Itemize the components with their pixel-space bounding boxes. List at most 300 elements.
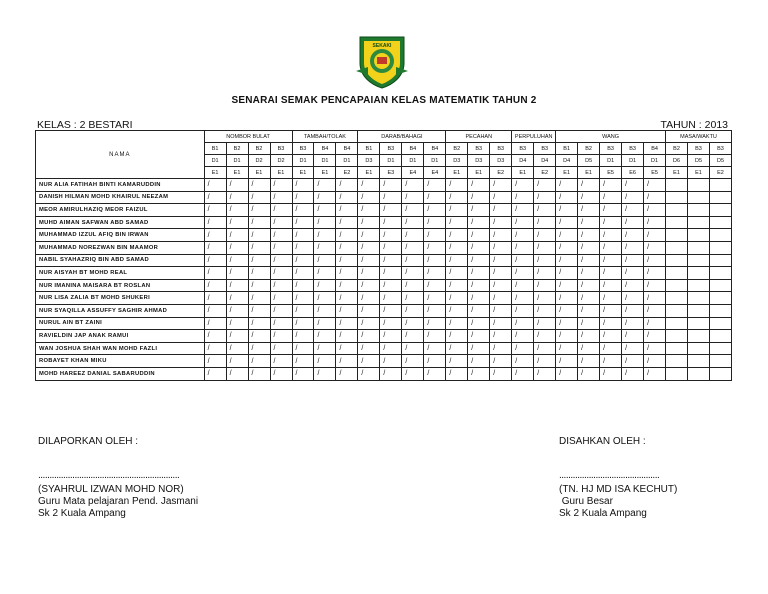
check-cell: /	[512, 279, 534, 292]
check-cell: /	[556, 191, 578, 204]
check-cell: /	[292, 241, 314, 254]
code-cell: E1	[468, 167, 490, 179]
check-cell: /	[468, 216, 490, 229]
check-cell: /	[490, 241, 512, 254]
check-cell: /	[490, 267, 512, 280]
group-header-row	[36, 131, 732, 143]
check-cell: /	[622, 179, 644, 192]
check-cell	[688, 342, 710, 355]
check-cell: /	[402, 216, 424, 229]
check-cell: /	[336, 367, 358, 380]
code-cell: E1	[578, 167, 600, 179]
skill-group-header: TAMBAH/TOLAK	[292, 131, 358, 143]
skill-group-header: PERPULUHAN	[512, 131, 556, 143]
check-cell: /	[270, 330, 292, 343]
code-cell: B3	[292, 143, 314, 155]
check-cell: /	[358, 367, 380, 380]
check-cell: /	[380, 267, 402, 280]
code-cell: D1	[292, 155, 314, 167]
check-cell: /	[644, 355, 666, 368]
check-cell: /	[380, 367, 402, 380]
check-cell: /	[336, 216, 358, 229]
check-cell: /	[314, 367, 336, 380]
check-cell: /	[424, 216, 446, 229]
skill-group-header: NOMBOR BULAT	[204, 131, 292, 143]
check-cell: /	[248, 279, 270, 292]
check-cell: /	[314, 179, 336, 192]
check-cell: /	[204, 304, 226, 317]
check-cell: /	[424, 279, 446, 292]
code-cell: E2	[709, 167, 731, 179]
check-cell: /	[292, 342, 314, 355]
check-cell: /	[402, 179, 424, 192]
check-cell: /	[402, 279, 424, 292]
check-cell: /	[336, 204, 358, 217]
skill-group-header: MASA/WAKTU	[666, 131, 732, 143]
check-cell: /	[556, 204, 578, 217]
check-cell: /	[380, 254, 402, 267]
check-cell: /	[380, 229, 402, 242]
code-cell: B3	[688, 143, 710, 155]
check-cell: /	[336, 229, 358, 242]
reported-by-signature-line: ..............................................................	[38, 470, 180, 481]
check-cell: /	[556, 229, 578, 242]
name-column-header: NAMA	[36, 131, 205, 179]
check-cell: /	[248, 342, 270, 355]
check-cell: /	[226, 304, 248, 317]
check-cell: /	[270, 229, 292, 242]
check-cell	[709, 342, 731, 355]
check-cell: /	[358, 317, 380, 330]
check-cell: /	[446, 241, 468, 254]
check-cell: /	[292, 216, 314, 229]
check-cell: /	[490, 330, 512, 343]
check-cell: /	[512, 229, 534, 242]
student-row	[36, 367, 732, 380]
check-cell: /	[314, 279, 336, 292]
check-cell: /	[534, 229, 556, 242]
check-cell	[688, 267, 710, 280]
check-cell: /	[446, 342, 468, 355]
check-cell: /	[226, 292, 248, 305]
code-cell: D1	[204, 155, 226, 167]
check-cell	[666, 241, 688, 254]
check-cell: /	[402, 241, 424, 254]
student-name: MEOR AMIRULHAZIQ MEOR FAIZUL	[36, 204, 205, 217]
check-cell: /	[534, 304, 556, 317]
check-cell	[666, 204, 688, 217]
code-cell: E4	[424, 167, 446, 179]
check-cell: /	[490, 254, 512, 267]
check-cell: /	[292, 367, 314, 380]
check-cell: /	[204, 204, 226, 217]
student-row	[36, 191, 732, 204]
code-cell: B3	[512, 143, 534, 155]
check-cell	[666, 267, 688, 280]
check-cell: /	[292, 317, 314, 330]
check-cell: /	[204, 342, 226, 355]
check-cell	[688, 179, 710, 192]
check-cell: /	[424, 267, 446, 280]
check-cell: /	[204, 355, 226, 368]
check-cell: /	[270, 216, 292, 229]
check-cell: /	[644, 191, 666, 204]
check-cell	[666, 317, 688, 330]
approved-by-name: (TN. HJ MD ISA KECHUT)	[559, 484, 678, 495]
check-cell: /	[622, 330, 644, 343]
check-cell: /	[534, 355, 556, 368]
check-cell: /	[446, 179, 468, 192]
student-name: WAN JOSHUA SHAH WAN MOHD FAZLI	[36, 342, 205, 355]
check-cell: /	[468, 204, 490, 217]
check-cell: /	[534, 342, 556, 355]
check-cell: /	[424, 241, 446, 254]
check-cell: /	[314, 191, 336, 204]
check-cell: /	[380, 279, 402, 292]
approved-by-role: Guru Besar	[559, 496, 613, 507]
code-cell: B4	[336, 143, 358, 155]
code-cell: D2	[248, 155, 270, 167]
check-cell: /	[424, 330, 446, 343]
check-cell: /	[402, 367, 424, 380]
code-cell: D1	[402, 155, 424, 167]
check-cell: /	[468, 254, 490, 267]
check-cell	[709, 216, 731, 229]
check-cell: /	[336, 179, 358, 192]
code-cell: D1	[226, 155, 248, 167]
check-cell: /	[622, 216, 644, 229]
check-cell: /	[446, 292, 468, 305]
check-cell: /	[336, 279, 358, 292]
check-cell: /	[490, 367, 512, 380]
check-cell: /	[468, 267, 490, 280]
check-cell: /	[402, 229, 424, 242]
check-cell: /	[270, 241, 292, 254]
check-cell: /	[424, 292, 446, 305]
check-cell: /	[204, 179, 226, 192]
check-cell: /	[512, 267, 534, 280]
check-cell: /	[512, 179, 534, 192]
check-cell: /	[358, 254, 380, 267]
student-name: NUR ALIA FATIHAH BINTI KAMARUDDIN	[36, 179, 205, 192]
check-cell: /	[314, 330, 336, 343]
check-cell: /	[512, 304, 534, 317]
code-cell: D1	[314, 155, 336, 167]
check-cell: /	[578, 191, 600, 204]
check-cell	[666, 330, 688, 343]
check-cell: /	[468, 191, 490, 204]
code-cell: D3	[358, 155, 380, 167]
check-cell	[709, 317, 731, 330]
check-cell	[666, 304, 688, 317]
student-name: NURUL AIN BT ZAINI	[36, 317, 205, 330]
check-cell: /	[556, 304, 578, 317]
check-cell: /	[292, 279, 314, 292]
approved-by-signature-line: ............................................	[559, 470, 660, 481]
check-cell	[688, 367, 710, 380]
check-cell: /	[578, 229, 600, 242]
check-cell: /	[248, 304, 270, 317]
code-cell: B4	[402, 143, 424, 155]
check-cell: /	[380, 342, 402, 355]
checklist-table	[35, 130, 732, 381]
check-cell: /	[578, 330, 600, 343]
check-cell	[688, 355, 710, 368]
check-cell: /	[490, 216, 512, 229]
check-cell: /	[402, 191, 424, 204]
check-cell: /	[226, 191, 248, 204]
check-cell	[709, 204, 731, 217]
check-cell: /	[622, 355, 644, 368]
check-cell: /	[270, 367, 292, 380]
check-cell: /	[556, 241, 578, 254]
code-cell: B3	[709, 143, 731, 155]
student-row	[36, 304, 732, 317]
check-cell: /	[622, 254, 644, 267]
approved-by-heading: DISAHKAN OLEH :	[559, 436, 646, 447]
check-cell: /	[204, 229, 226, 242]
check-cell	[709, 191, 731, 204]
code-cell: E6	[622, 167, 644, 179]
check-cell: /	[644, 279, 666, 292]
code-cell: D3	[446, 155, 468, 167]
check-cell: /	[534, 179, 556, 192]
check-cell: /	[314, 267, 336, 280]
check-cell: /	[512, 342, 534, 355]
check-cell	[666, 279, 688, 292]
check-cell: /	[358, 216, 380, 229]
check-cell: /	[248, 179, 270, 192]
student-row	[36, 229, 732, 242]
check-cell: /	[358, 279, 380, 292]
check-cell: /	[402, 204, 424, 217]
check-cell: /	[204, 367, 226, 380]
student-name: DANISH HILMAN MOHD KHAIRUL NEEZAM	[36, 191, 205, 204]
check-cell: /	[556, 254, 578, 267]
check-cell: /	[358, 241, 380, 254]
check-cell: /	[622, 279, 644, 292]
check-cell: /	[446, 216, 468, 229]
check-cell: /	[424, 342, 446, 355]
check-cell: /	[402, 292, 424, 305]
check-cell: /	[314, 204, 336, 217]
check-cell: /	[358, 229, 380, 242]
check-cell: /	[512, 317, 534, 330]
year-label: TAHUN : 2013	[660, 119, 728, 131]
check-cell	[666, 179, 688, 192]
code-cell: B4	[314, 143, 336, 155]
school-logo	[354, 33, 410, 89]
check-cell: /	[336, 342, 358, 355]
check-cell: /	[512, 292, 534, 305]
check-cell: /	[270, 317, 292, 330]
check-cell: /	[380, 355, 402, 368]
check-cell: /	[314, 241, 336, 254]
check-cell: /	[336, 191, 358, 204]
student-row	[36, 355, 732, 368]
check-cell: /	[248, 355, 270, 368]
code-cell: E5	[600, 167, 622, 179]
check-cell: /	[226, 229, 248, 242]
check-cell: /	[336, 292, 358, 305]
check-cell: /	[424, 254, 446, 267]
check-cell: /	[534, 191, 556, 204]
code-cell: D1	[424, 155, 446, 167]
skill-group-header: PECAHAN	[446, 131, 512, 143]
check-cell: /	[644, 292, 666, 305]
code-cell: D1	[622, 155, 644, 167]
check-cell: /	[446, 267, 468, 280]
check-cell: /	[380, 304, 402, 317]
check-cell	[688, 216, 710, 229]
check-cell: /	[446, 204, 468, 217]
check-cell	[666, 355, 688, 368]
check-cell: /	[556, 267, 578, 280]
check-cell: /	[270, 267, 292, 280]
check-cell: /	[424, 355, 446, 368]
code-cell: E1	[248, 167, 270, 179]
check-cell: /	[556, 342, 578, 355]
check-cell: /	[534, 204, 556, 217]
code-cell: E1	[666, 167, 688, 179]
check-cell: /	[644, 367, 666, 380]
check-cell: /	[380, 241, 402, 254]
check-cell: /	[226, 254, 248, 267]
reported-by-name: (SYAHRUL IZWAN MOHD NOR)	[38, 484, 184, 495]
check-cell: /	[380, 292, 402, 305]
check-cell: /	[204, 330, 226, 343]
check-cell: /	[600, 317, 622, 330]
check-cell: /	[490, 279, 512, 292]
code-cell: E2	[534, 167, 556, 179]
check-cell: /	[468, 229, 490, 242]
check-cell: /	[622, 367, 644, 380]
check-cell: /	[644, 267, 666, 280]
check-cell: /	[644, 216, 666, 229]
check-cell: /	[600, 267, 622, 280]
check-cell: /	[226, 355, 248, 368]
check-cell: /	[490, 191, 512, 204]
code-cell: B3	[468, 143, 490, 155]
check-cell: /	[248, 241, 270, 254]
check-cell: /	[270, 304, 292, 317]
check-cell: /	[402, 330, 424, 343]
check-cell: /	[600, 254, 622, 267]
student-name: ROBAYET KHAN MIKU	[36, 355, 205, 368]
check-cell: /	[424, 317, 446, 330]
check-cell: /	[424, 191, 446, 204]
logo-text: SEKAKI	[372, 43, 392, 49]
check-cell: /	[600, 191, 622, 204]
check-cell: /	[578, 355, 600, 368]
check-cell: /	[270, 292, 292, 305]
check-cell: /	[446, 304, 468, 317]
check-cell: /	[490, 317, 512, 330]
check-cell: /	[556, 292, 578, 305]
code-cell: D1	[336, 155, 358, 167]
check-cell: /	[226, 279, 248, 292]
check-cell: /	[622, 204, 644, 217]
check-cell: /	[226, 267, 248, 280]
check-cell: /	[226, 216, 248, 229]
check-cell	[709, 367, 731, 380]
student-name: MUHAMMAD IZZUL AFIQ BIN IRWAN	[36, 229, 205, 242]
check-cell: /	[578, 204, 600, 217]
check-cell: /	[402, 304, 424, 317]
check-cell: /	[490, 304, 512, 317]
check-cell: /	[204, 292, 226, 305]
check-cell: /	[446, 254, 468, 267]
check-cell	[709, 330, 731, 343]
code-cell: D4	[556, 155, 578, 167]
check-cell: /	[204, 317, 226, 330]
check-cell: /	[226, 204, 248, 217]
check-cell: /	[644, 204, 666, 217]
check-cell	[666, 292, 688, 305]
check-cell: /	[380, 204, 402, 217]
check-cell: /	[358, 355, 380, 368]
student-name: MOHD HAREEZ DANIAL SABARUDDIN	[36, 367, 205, 380]
check-cell: /	[644, 304, 666, 317]
check-cell: /	[534, 267, 556, 280]
skill-group-header: WANG	[556, 131, 666, 143]
check-cell: /	[512, 355, 534, 368]
check-cell: /	[292, 304, 314, 317]
student-row	[36, 292, 732, 305]
check-cell: /	[358, 179, 380, 192]
code-cell: E1	[270, 167, 292, 179]
check-cell: /	[534, 254, 556, 267]
code-cell: B2	[578, 143, 600, 155]
check-cell: /	[336, 304, 358, 317]
check-cell: /	[534, 241, 556, 254]
code-cell: D1	[644, 155, 666, 167]
check-cell: /	[622, 191, 644, 204]
check-cell: /	[490, 292, 512, 305]
code-cell: E1	[226, 167, 248, 179]
check-cell: /	[248, 229, 270, 242]
check-cell: /	[248, 216, 270, 229]
check-cell	[709, 292, 731, 305]
code-cell: D1	[380, 155, 402, 167]
check-cell: /	[578, 216, 600, 229]
check-cell: /	[468, 342, 490, 355]
check-cell	[666, 191, 688, 204]
check-cell: /	[292, 330, 314, 343]
code-cell: B3	[490, 143, 512, 155]
check-cell: /	[490, 204, 512, 217]
check-cell: /	[248, 254, 270, 267]
check-cell: /	[578, 304, 600, 317]
check-cell: /	[402, 317, 424, 330]
check-cell: /	[226, 330, 248, 343]
check-cell: /	[446, 191, 468, 204]
check-cell: /	[534, 216, 556, 229]
code-cell: B3	[600, 143, 622, 155]
check-cell: /	[644, 179, 666, 192]
check-cell: /	[270, 355, 292, 368]
check-cell: /	[644, 241, 666, 254]
check-cell: /	[380, 317, 402, 330]
check-cell: /	[600, 330, 622, 343]
check-cell	[688, 292, 710, 305]
check-cell: /	[292, 229, 314, 242]
check-cell: /	[534, 292, 556, 305]
student-row	[36, 330, 732, 343]
check-cell: /	[468, 355, 490, 368]
check-cell: /	[226, 342, 248, 355]
check-cell: /	[248, 317, 270, 330]
